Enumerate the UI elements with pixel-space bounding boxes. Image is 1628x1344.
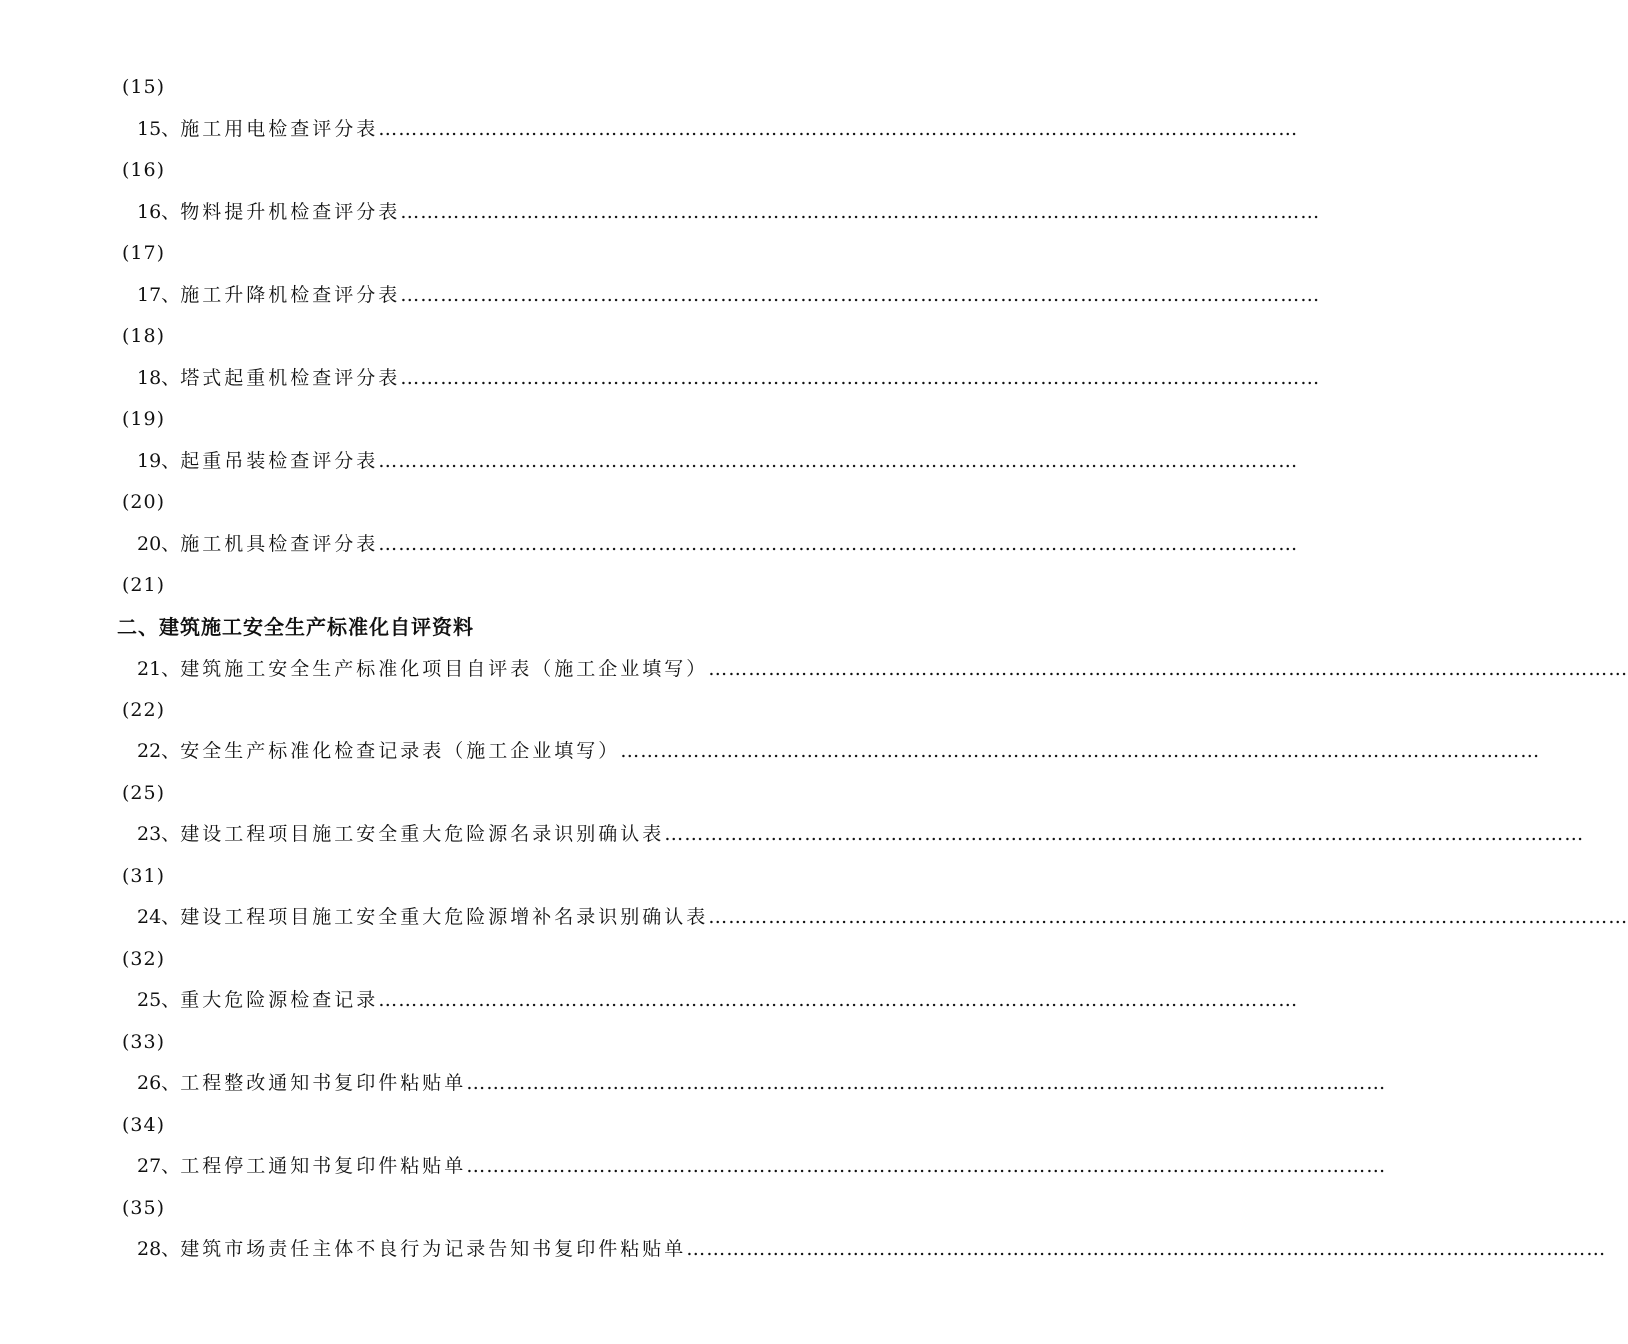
dot-leader: ………………………………………………………………………………………………………………………… xyxy=(466,1155,1387,1177)
entry-number: 26、 xyxy=(137,1072,181,1094)
dot-leader: ………………………………………………………………………………………………………………………… xyxy=(620,740,1541,762)
entry-number: 19、 xyxy=(137,450,181,472)
entry-title: 建筑市场责任主体不良行为记录告知书复印件粘贴单 xyxy=(180,1238,687,1260)
entry-number: 18、 xyxy=(137,367,181,389)
entry-number: 28、 xyxy=(137,1238,181,1260)
entry-number: 27、 xyxy=(137,1155,181,1177)
toc-entry[interactable] xyxy=(0,441,1299,481)
toc-entry[interactable] xyxy=(0,814,1585,854)
entry-number: 17、 xyxy=(137,284,181,306)
page-number: (19) xyxy=(122,408,166,430)
entry-title: 建设工程项目施工安全重大危险源名录识别确认表 xyxy=(180,823,665,845)
page-number: (18) xyxy=(122,325,166,347)
entry-title: 施工用电检查评分表 xyxy=(180,118,379,140)
entry-title: 安全生产标准化检查记录表（施工企业填写） xyxy=(180,740,621,762)
dot-leader: ………………………………………………………………………………………………………………………… xyxy=(466,1072,1387,1094)
entry-number: 20、 xyxy=(137,533,181,555)
entry-title: 施工升降机检查评分表 xyxy=(180,284,401,306)
dot-leader: ………………………………………………………………………………………………………………………… xyxy=(708,906,1628,928)
entry-title: 工程整改通知书复印件粘贴单 xyxy=(180,1072,467,1094)
entry-title: 建筑施工安全生产标准化项目自评表（施工企业填写） xyxy=(180,658,709,680)
toc-entry[interactable] xyxy=(0,1063,1387,1103)
toc-entry[interactable] xyxy=(0,980,1299,1020)
dot-leader: ………………………………………………………………………………………………………………………… xyxy=(400,284,1321,306)
entry-number: 23、 xyxy=(137,823,181,845)
entry-title: 建设工程项目施工安全重大危险源增补名录识别确认表 xyxy=(180,906,709,928)
page-number: (20) xyxy=(122,491,166,513)
page-number: (25) xyxy=(122,782,166,804)
section-heading: 二、建筑施工安全生产标准化自评资料 xyxy=(117,615,474,639)
toc-entry[interactable] xyxy=(0,731,1541,771)
page-number: (32) xyxy=(122,948,166,970)
entry-number: 24、 xyxy=(137,906,181,928)
entry-number: 15、 xyxy=(137,118,181,140)
toc-entry[interactable] xyxy=(0,1146,1387,1186)
page-number: (35) xyxy=(122,1197,166,1219)
toc-entry[interactable] xyxy=(0,1229,1607,1269)
dot-leader: ………………………………………………………………………………………………………………………… xyxy=(400,201,1321,223)
page-number: (15) xyxy=(122,76,166,98)
entry-title: 工程停工通知书复印件粘贴单 xyxy=(180,1155,467,1177)
dot-leader: ………………………………………………………………………………………………………………………… xyxy=(378,533,1299,555)
page-number: (22) xyxy=(122,699,166,721)
entry-title: 施工机具检查评分表 xyxy=(180,533,379,555)
dot-leader: ………………………………………………………………………………………………………………………… xyxy=(378,118,1299,140)
entry-number: 25、 xyxy=(137,989,181,1011)
toc-entry[interactable] xyxy=(0,192,1321,232)
entry-title: 起重吊装检查评分表 xyxy=(180,450,379,472)
dot-leader: ………………………………………………………………………………………………………………………… xyxy=(378,450,1299,472)
dot-leader: ………………………………………………………………………………………………………………………… xyxy=(400,367,1321,389)
entry-title: 重大危险源检查记录 xyxy=(180,989,379,1011)
dot-leader: ………………………………………………………………………………………………………………………… xyxy=(686,1238,1607,1260)
dot-leader: ………………………………………………………………………………………………………………………… xyxy=(708,658,1628,680)
toc-entry[interactable] xyxy=(0,649,1628,689)
toc-entry[interactable] xyxy=(0,897,1628,937)
page-number: (33) xyxy=(122,1031,166,1053)
dot-leader: ………………………………………………………………………………………………………………………… xyxy=(664,823,1585,845)
page-number: (17) xyxy=(122,242,166,264)
entry-number: 16、 xyxy=(137,201,181,223)
toc-entry[interactable] xyxy=(0,358,1321,398)
page-number: (34) xyxy=(122,1114,166,1136)
page-number: (16) xyxy=(122,159,166,181)
toc-entry[interactable] xyxy=(0,524,1299,564)
dot-leader: ………………………………………………………………………………………………………………………… xyxy=(378,989,1299,1011)
entry-title: 物料提升机检查评分表 xyxy=(180,201,401,223)
entry-title: 塔式起重机检查评分表 xyxy=(180,367,401,389)
toc-entry[interactable] xyxy=(0,109,1299,149)
page-number: (21) xyxy=(122,574,166,596)
entry-number: 21、 xyxy=(137,658,181,680)
entry-number: 22、 xyxy=(137,740,181,762)
toc-entry[interactable] xyxy=(0,275,1321,315)
page-number: (31) xyxy=(122,865,166,887)
